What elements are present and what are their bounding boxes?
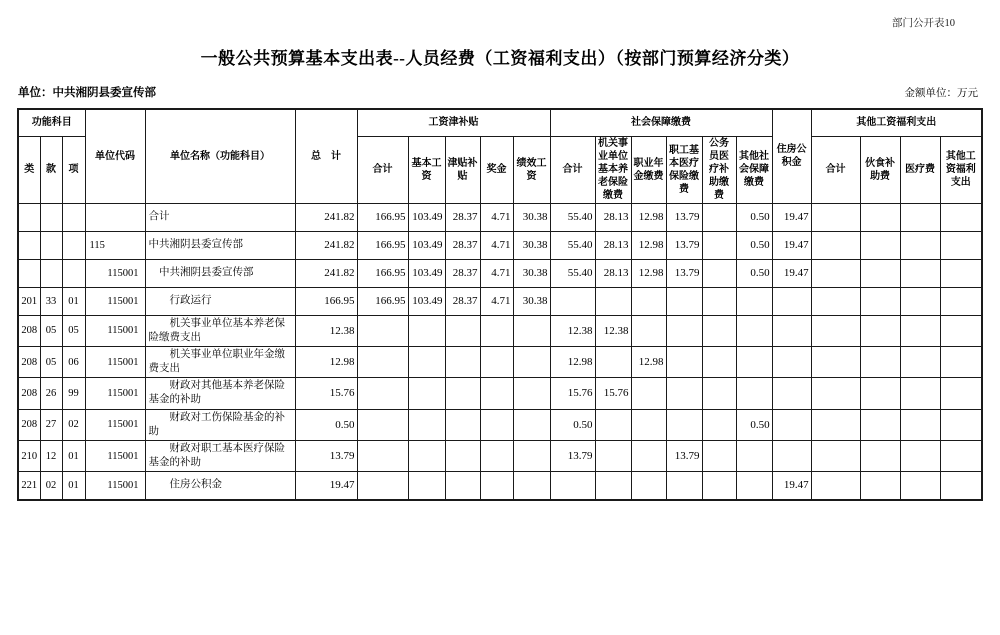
- cell-lei: 201: [18, 287, 40, 315]
- cell-value: [736, 287, 772, 315]
- cell-value: [736, 440, 772, 471]
- cell-value: [811, 203, 860, 231]
- cell-value: [940, 409, 982, 440]
- cell-value: 0.50: [736, 231, 772, 259]
- cell-value: [702, 440, 736, 471]
- cell-xiang: 05: [62, 315, 85, 346]
- cell-value: [631, 409, 666, 440]
- cell-value: [900, 203, 940, 231]
- cell-value: [480, 440, 513, 471]
- cell-value: 12.98: [631, 259, 666, 287]
- col-header-social-group: 社会保障缴费: [550, 109, 772, 136]
- cell-value: [736, 315, 772, 346]
- col-header-salary-group: 工资津补贴: [357, 109, 550, 136]
- cell-value: [811, 378, 860, 409]
- cell-kuan: [40, 231, 62, 259]
- col-header-lei: 类: [18, 136, 40, 203]
- cell-value: [940, 472, 982, 500]
- table-row: [18, 315, 982, 346]
- cell-unit-code: 115001: [85, 378, 145, 409]
- cell-value: [860, 315, 900, 346]
- cell-value: [702, 287, 736, 315]
- col-header-func-group: 功能科目: [18, 109, 85, 136]
- cell-value: 103.49: [408, 259, 445, 287]
- cell-unit-name: 行政运行: [145, 287, 295, 315]
- cell-unit-name: 机关事业单位基本养老保险缴费支出: [145, 315, 295, 346]
- cell-value: [513, 378, 550, 409]
- cell-value: [702, 259, 736, 287]
- cell-value: [666, 315, 702, 346]
- cell-value: [513, 472, 550, 500]
- cell-value: [940, 287, 982, 315]
- cell-unit-code: 115001: [85, 440, 145, 471]
- cell-value: 12.98: [631, 203, 666, 231]
- cell-value: 241.82: [295, 203, 357, 231]
- cell-unit-name: 中共湘阴县委宣传部: [145, 231, 295, 259]
- cell-value: [900, 231, 940, 259]
- cell-value: [900, 287, 940, 315]
- cell-value: [595, 346, 631, 377]
- cell-value: 166.95: [357, 259, 408, 287]
- cell-value: [940, 346, 982, 377]
- cell-value: [408, 315, 445, 346]
- col-header-medical-fee: 医疗费: [900, 136, 940, 203]
- cell-kuan: 26: [40, 378, 62, 409]
- cell-value: 0.50: [736, 203, 772, 231]
- cell-lei: 208: [18, 409, 40, 440]
- cell-value: [445, 472, 480, 500]
- cell-unit-code: 115001: [85, 287, 145, 315]
- doc-label: 部门公开表10: [892, 18, 955, 29]
- page-title: 一般公共预算基本支出表--人员经费（工资福利支出）（按部门预算经济分类）: [200, 49, 800, 68]
- cell-value: [357, 315, 408, 346]
- cell-xiang: [62, 259, 85, 287]
- cell-value: 12.38: [295, 315, 357, 346]
- cell-value: [772, 346, 811, 377]
- cell-value: [550, 472, 595, 500]
- cell-xiang: 06: [62, 346, 85, 377]
- cell-value: 13.79: [666, 203, 702, 231]
- table-row: [18, 231, 982, 259]
- cell-value: [900, 315, 940, 346]
- cell-value: [900, 378, 940, 409]
- cell-value: 19.47: [772, 203, 811, 231]
- cell-value: [860, 409, 900, 440]
- cell-unit-code: 115001: [85, 346, 145, 377]
- cell-value: 28.37: [445, 231, 480, 259]
- cell-value: 55.40: [550, 203, 595, 231]
- cell-value: [408, 409, 445, 440]
- col-header-other-welfare: 其他工资福利支出: [940, 136, 982, 203]
- cell-kuan: 33: [40, 287, 62, 315]
- cell-lei: 210: [18, 440, 40, 471]
- cell-value: [860, 440, 900, 471]
- col-header-total: 总 计: [295, 109, 357, 203]
- cell-kuan: [40, 203, 62, 231]
- col-header-pension: 机关事业单位基本养老保险缴费: [595, 136, 631, 203]
- cell-value: 241.82: [295, 259, 357, 287]
- col-header-other-group: 其他工资福利支出: [811, 109, 982, 136]
- meta-row: [18, 84, 978, 100]
- cell-value: [595, 287, 631, 315]
- cell-value: [513, 315, 550, 346]
- col-header-annuity: 职业年金缴费: [631, 136, 666, 203]
- cell-value: [702, 378, 736, 409]
- table-body: [18, 203, 982, 500]
- col-header-kuan: 款: [40, 136, 62, 203]
- cell-value: 30.38: [513, 231, 550, 259]
- col-header-housing-fund: 住房公积金: [772, 109, 811, 203]
- cell-kuan: 05: [40, 315, 62, 346]
- table-row: [18, 259, 982, 287]
- budget-table: [17, 108, 983, 501]
- cell-value: 55.40: [550, 259, 595, 287]
- cell-value: [480, 378, 513, 409]
- cell-value: [811, 259, 860, 287]
- cell-xiang: [62, 203, 85, 231]
- col-header-basic-wage: 基本工资: [408, 136, 445, 203]
- cell-kuan: [40, 259, 62, 287]
- cell-kuan: 27: [40, 409, 62, 440]
- cell-value: 30.38: [513, 203, 550, 231]
- cell-value: [631, 287, 666, 315]
- cell-value: 12.98: [631, 346, 666, 377]
- cell-value: [357, 378, 408, 409]
- cell-unit-name: 财政对工伤保险基金的补助: [145, 409, 295, 440]
- cell-value: 28.13: [595, 231, 631, 259]
- cell-value: 13.79: [666, 231, 702, 259]
- cell-value: 28.37: [445, 259, 480, 287]
- amount-unit-label: 金额单位：万元: [904, 88, 978, 99]
- table-row: [18, 409, 982, 440]
- cell-value: 12.98: [631, 231, 666, 259]
- cell-value: [408, 472, 445, 500]
- cell-value: [811, 287, 860, 315]
- cell-value: 19.47: [772, 231, 811, 259]
- cell-lei: [18, 259, 40, 287]
- cell-value: [860, 203, 900, 231]
- cell-value: 12.98: [550, 346, 595, 377]
- cell-value: [445, 440, 480, 471]
- cell-kuan: 12: [40, 440, 62, 471]
- table-row: [18, 378, 982, 409]
- cell-value: [860, 346, 900, 377]
- cell-value: 12.38: [550, 315, 595, 346]
- cell-value: 4.71: [480, 231, 513, 259]
- cell-value: 166.95: [357, 203, 408, 231]
- col-header-medical-insurance: 职工基本医疗保险缴费: [666, 136, 702, 203]
- cell-value: 13.79: [666, 440, 702, 471]
- cell-unit-name: 机关事业单位职业年金缴费支出: [145, 346, 295, 377]
- cell-value: [666, 472, 702, 500]
- cell-value: 30.38: [513, 259, 550, 287]
- cell-value: [772, 440, 811, 471]
- cell-kuan: 05: [40, 346, 62, 377]
- cell-value: [595, 409, 631, 440]
- cell-value: [811, 409, 860, 440]
- table-header: [18, 109, 982, 203]
- cell-value: 28.13: [595, 259, 631, 287]
- cell-unit-code: [85, 203, 145, 231]
- col-header-performance-wage: 绩效工资: [513, 136, 550, 203]
- cell-value: 103.49: [408, 231, 445, 259]
- cell-value: [445, 315, 480, 346]
- cell-xiang: 01: [62, 440, 85, 471]
- cell-value: [772, 378, 811, 409]
- header-row-groups: [18, 109, 982, 136]
- cell-value: [595, 472, 631, 500]
- cell-value: [357, 440, 408, 471]
- col-header-salary-total: 合计: [357, 136, 408, 203]
- cell-value: [860, 287, 900, 315]
- cell-unit-code: 115001: [85, 409, 145, 440]
- col-header-social-total: 合计: [550, 136, 595, 203]
- cell-value: [702, 472, 736, 500]
- cell-value: [860, 231, 900, 259]
- cell-value: 12.98: [295, 346, 357, 377]
- cell-value: 28.13: [595, 203, 631, 231]
- cell-value: [702, 346, 736, 377]
- cell-value: [702, 315, 736, 346]
- cell-value: [513, 440, 550, 471]
- cell-value: 0.50: [550, 409, 595, 440]
- cell-lei: 208: [18, 378, 40, 409]
- cell-value: [666, 346, 702, 377]
- cell-value: [513, 346, 550, 377]
- col-header-other-total: 合计: [811, 136, 860, 203]
- cell-value: [940, 440, 982, 471]
- cell-value: [772, 409, 811, 440]
- cell-value: [811, 472, 860, 500]
- table-row: [18, 346, 982, 377]
- cell-value: 30.38: [513, 287, 550, 315]
- cell-value: [811, 231, 860, 259]
- cell-xiang: [62, 231, 85, 259]
- cell-unit-name: 中共湘阴县委宣传部: [145, 259, 295, 287]
- cell-value: [408, 440, 445, 471]
- cell-unit-code: 115001: [85, 259, 145, 287]
- cell-value: 166.95: [357, 231, 408, 259]
- cell-value: 0.50: [736, 259, 772, 287]
- col-header-xiang: 项: [62, 136, 85, 203]
- cell-lei: 208: [18, 315, 40, 346]
- cell-xiang: 01: [62, 472, 85, 500]
- cell-value: 19.47: [295, 472, 357, 500]
- cell-value: [900, 409, 940, 440]
- cell-value: 4.71: [480, 287, 513, 315]
- cell-value: [480, 409, 513, 440]
- cell-value: [702, 231, 736, 259]
- table-row: [18, 203, 982, 231]
- cell-unit-name: 财政对职工基本医疗保险基金的补助: [145, 440, 295, 471]
- cell-unit-code: 115: [85, 231, 145, 259]
- cell-value: 19.47: [772, 259, 811, 287]
- cell-value: [631, 378, 666, 409]
- cell-xiang: 02: [62, 409, 85, 440]
- cell-value: [940, 259, 982, 287]
- cell-value: 28.37: [445, 203, 480, 231]
- cell-value: [631, 315, 666, 346]
- cell-unit-code: 115001: [85, 472, 145, 500]
- cell-value: [445, 346, 480, 377]
- cell-value: [736, 378, 772, 409]
- col-header-unit-code: 单位代码: [85, 109, 145, 203]
- cell-value: [811, 315, 860, 346]
- cell-value: [860, 259, 900, 287]
- cell-value: 241.82: [295, 231, 357, 259]
- cell-value: [666, 287, 702, 315]
- cell-xiang: 01: [62, 287, 85, 315]
- col-header-civil-medical-subsidy: 公务员医疗补助缴费: [702, 136, 736, 203]
- cell-value: [357, 409, 408, 440]
- cell-value: [666, 409, 702, 440]
- cell-value: [811, 440, 860, 471]
- cell-value: [408, 346, 445, 377]
- cell-xiang: 99: [62, 378, 85, 409]
- cell-value: [480, 346, 513, 377]
- cell-value: [940, 203, 982, 231]
- cell-value: 0.50: [736, 409, 772, 440]
- cell-value: 13.79: [666, 259, 702, 287]
- cell-value: [480, 315, 513, 346]
- cell-value: [736, 472, 772, 500]
- col-header-other-social: 其他社会保障缴费: [736, 136, 772, 203]
- unit-label: 单位：中共湘阴县委宣传部: [18, 87, 156, 99]
- cell-value: [860, 378, 900, 409]
- cell-lei: 208: [18, 346, 40, 377]
- cell-value: 13.79: [550, 440, 595, 471]
- cell-value: [900, 259, 940, 287]
- cell-value: [631, 472, 666, 500]
- cell-value: 166.95: [357, 287, 408, 315]
- cell-value: [860, 472, 900, 500]
- cell-value: 103.49: [408, 287, 445, 315]
- cell-value: [702, 409, 736, 440]
- cell-value: [736, 346, 772, 377]
- cell-value: 4.71: [480, 259, 513, 287]
- cell-value: 28.37: [445, 287, 480, 315]
- cell-value: [772, 287, 811, 315]
- cell-lei: [18, 231, 40, 259]
- cell-value: [811, 346, 860, 377]
- cell-value: [445, 378, 480, 409]
- cell-unit-name: 住房公积金: [145, 472, 295, 500]
- col-header-bonus: 奖金: [480, 136, 513, 203]
- cell-value: [631, 440, 666, 471]
- cell-value: 19.47: [772, 472, 811, 500]
- cell-value: 15.76: [295, 378, 357, 409]
- cell-unit-code: 115001: [85, 315, 145, 346]
- cell-value: [408, 378, 445, 409]
- cell-value: [550, 287, 595, 315]
- cell-value: [480, 472, 513, 500]
- cell-value: [940, 378, 982, 409]
- cell-value: [900, 440, 940, 471]
- cell-value: [357, 472, 408, 500]
- cell-value: [513, 409, 550, 440]
- col-header-meal-subsidy: 伙食补助费: [860, 136, 900, 203]
- cell-kuan: 02: [40, 472, 62, 500]
- cell-value: [940, 315, 982, 346]
- cell-value: 4.71: [480, 203, 513, 231]
- cell-value: 12.38: [595, 315, 631, 346]
- cell-value: 0.50: [295, 409, 357, 440]
- cell-unit-name: 合计: [145, 203, 295, 231]
- col-header-unit-name: 单位名称（功能科目）: [145, 109, 295, 203]
- cell-value: 55.40: [550, 231, 595, 259]
- cell-value: [445, 409, 480, 440]
- cell-lei: 221: [18, 472, 40, 500]
- cell-value: [772, 315, 811, 346]
- cell-value: [595, 440, 631, 471]
- cell-value: [900, 472, 940, 500]
- cell-value: 166.95: [295, 287, 357, 315]
- cell-value: 15.76: [550, 378, 595, 409]
- col-header-allowance: 津贴补贴: [445, 136, 480, 203]
- table-row: [18, 287, 982, 315]
- cell-lei: [18, 203, 40, 231]
- cell-value: [357, 346, 408, 377]
- cell-unit-name: 财政对其他基本养老保险基金的补助: [145, 378, 295, 409]
- table-row: [18, 440, 982, 471]
- cell-value: [940, 231, 982, 259]
- table-row: [18, 472, 982, 500]
- cell-value: [702, 203, 736, 231]
- cell-value: 103.49: [408, 203, 445, 231]
- cell-value: 15.76: [595, 378, 631, 409]
- cell-value: [900, 346, 940, 377]
- cell-value: 13.79: [295, 440, 357, 471]
- cell-value: [666, 378, 702, 409]
